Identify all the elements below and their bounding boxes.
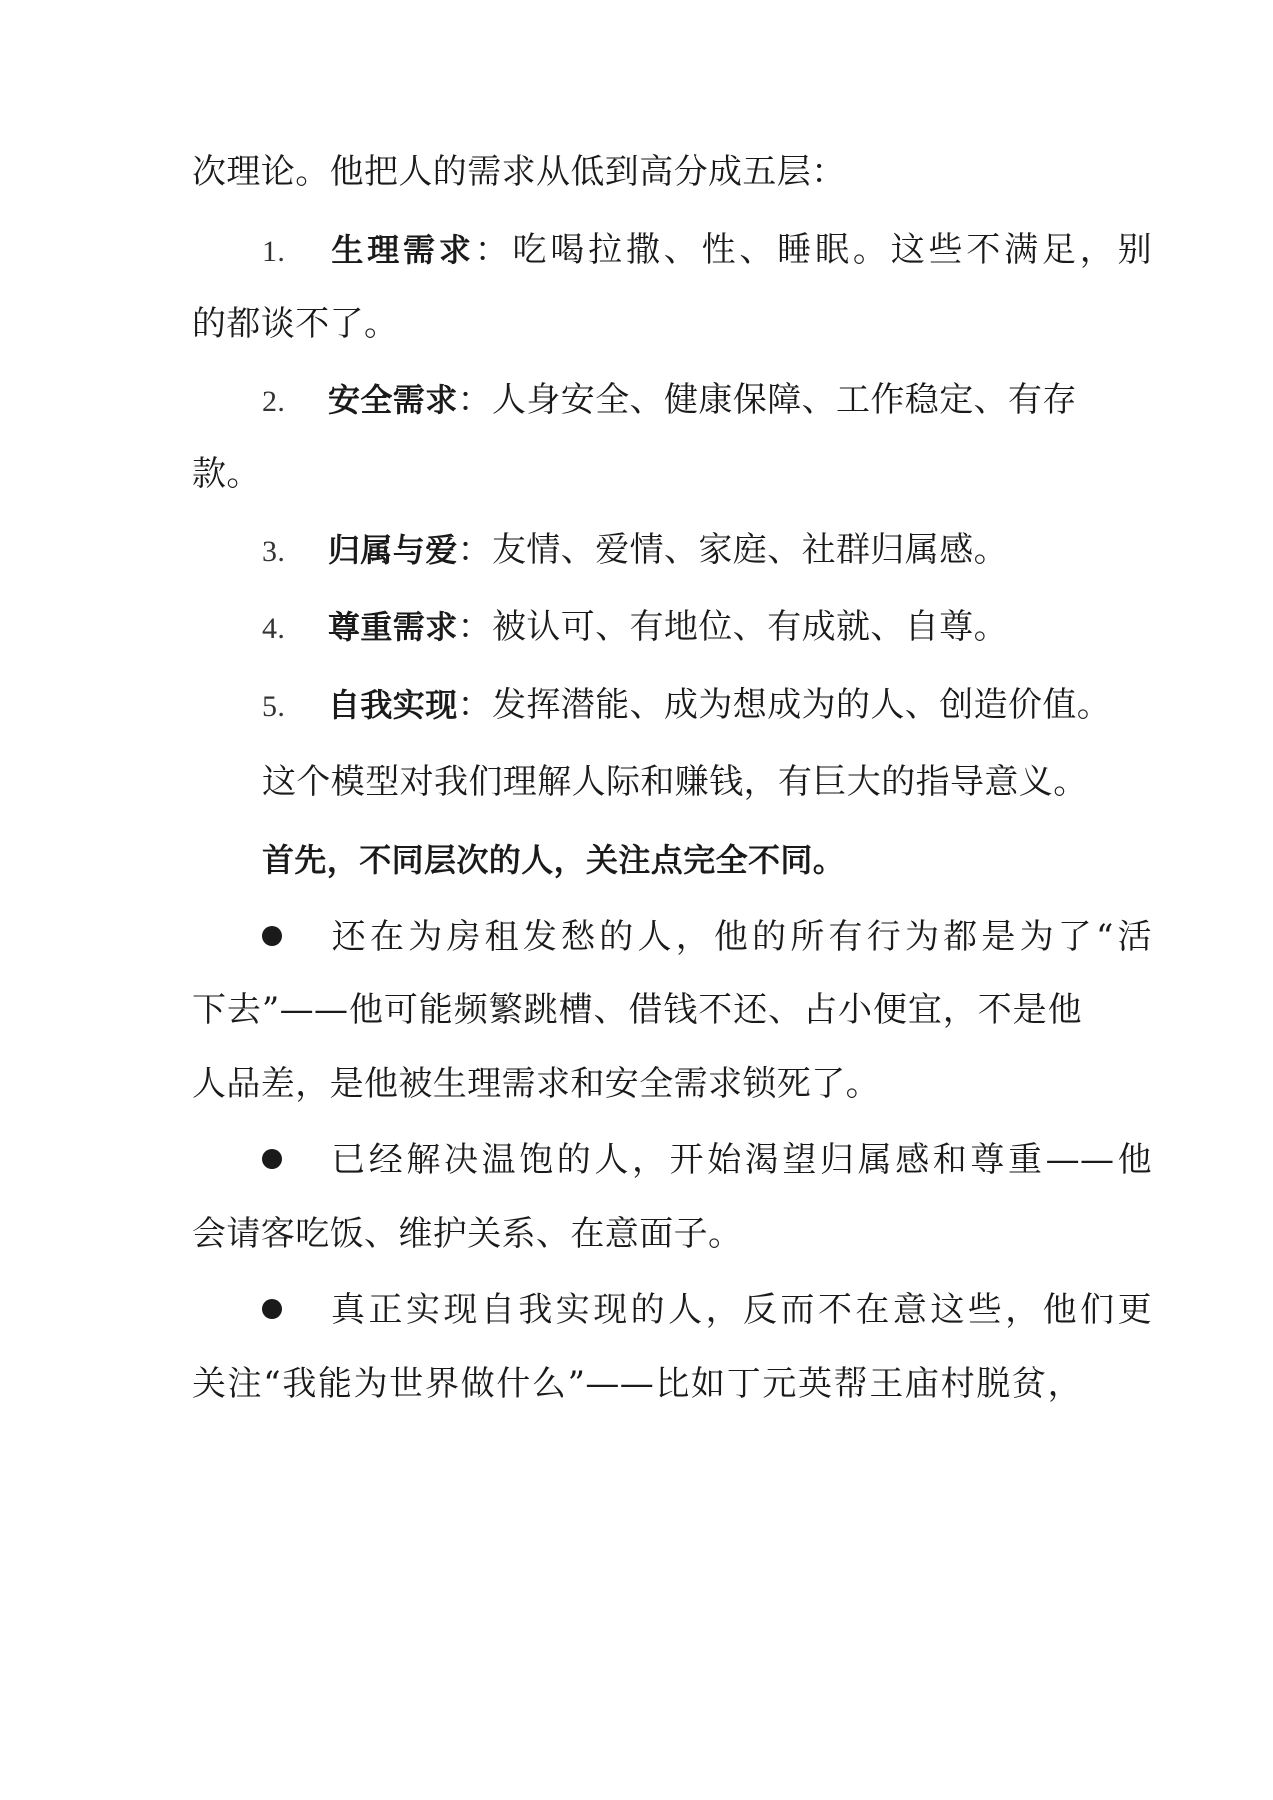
list-item-text: ：吃喝拉撒、性、睡眠。这些不满足，别 bbox=[474, 230, 1153, 270]
list-item-title: 尊重需求 bbox=[328, 608, 458, 646]
summary-text: 这个模型对我们理解人际和赚钱，有巨大的指导意义。 bbox=[262, 762, 1088, 802]
list-item-title: 自我实现 bbox=[328, 686, 458, 724]
bullet-continuation bbox=[192, 1212, 1082, 1256]
bullet-text: 还在为房租发愁的人，他的所有行为都是为了“活 bbox=[328, 917, 1152, 957]
list-item-text: ：被认可、有地位、有成就、自尊。 bbox=[457, 607, 1009, 647]
list-item-text: 的都谈不了。 bbox=[192, 304, 399, 344]
bullet-icon bbox=[262, 1288, 328, 1332]
bullet-icon bbox=[262, 1138, 328, 1182]
bullet-continuation bbox=[192, 1062, 1082, 1106]
bullet-text: 会请客吃饭、维护关系、在意面子。 bbox=[192, 1214, 743, 1254]
summary-paragraph bbox=[262, 760, 1152, 804]
bullet-text: 人品差，是他被生理需求和安全需求锁死了。 bbox=[192, 1064, 880, 1104]
list-item-title: 归属与爱 bbox=[328, 531, 458, 569]
list-item-continuation bbox=[192, 452, 1082, 496]
list-item-physiological bbox=[262, 228, 1152, 274]
list-item-continuation bbox=[192, 302, 1082, 346]
list-item-belonging bbox=[262, 528, 1152, 574]
bullet-item-belonging bbox=[262, 1138, 1152, 1182]
list-item-self-actualization bbox=[262, 683, 1152, 729]
section-heading bbox=[262, 838, 1152, 882]
bullet-icon bbox=[262, 915, 328, 959]
bullet-text: 真正实现自我实现的人，反而不在意这些，他们更 bbox=[328, 1290, 1152, 1330]
heading-text: 首先，不同层次的人，关注点完全不同。 bbox=[262, 841, 846, 879]
intro-line bbox=[192, 150, 1082, 194]
list-number: 3. bbox=[262, 535, 286, 568]
bullet-item-self-actualization bbox=[262, 1288, 1152, 1332]
list-item-safety bbox=[262, 378, 1152, 424]
bullet-text: 已经解决温饱的人，开始渴望归属感和尊重——他 bbox=[328, 1140, 1152, 1180]
list-item-text: ：发挥潜能、成为想成为的人、创造价值。 bbox=[457, 685, 1112, 725]
list-item-text: ：人身安全、健康保障、工作稳定、有存 bbox=[457, 380, 1077, 420]
bullet-continuation bbox=[192, 988, 1082, 1032]
list-item-title: 安全需求 bbox=[328, 381, 458, 419]
list-number: 2. bbox=[262, 385, 286, 418]
list-number: 5. bbox=[262, 690, 286, 723]
bullet-continuation bbox=[192, 1362, 1082, 1406]
bullet-text: 下去”——他可能频繁跳槽、借钱不还、占小便宜，不是他 bbox=[192, 990, 1082, 1030]
list-item-title: 生理需求 bbox=[328, 231, 475, 269]
list-item-text: ：友情、爱情、家庭、社群归属感。 bbox=[457, 530, 1009, 570]
list-number: 1. bbox=[262, 235, 286, 268]
intro-text: 次理论。他把人的需求从低到高分成五层： bbox=[192, 152, 846, 192]
list-number: 4. bbox=[262, 612, 286, 645]
bullet-item-survival bbox=[262, 915, 1152, 959]
bullet-text: 关注“我能为世界做什么”——比如丁元英帮王庙村脱贫， bbox=[192, 1364, 1082, 1404]
list-item-text: 款。 bbox=[192, 454, 261, 494]
list-item-esteem bbox=[262, 605, 1152, 651]
